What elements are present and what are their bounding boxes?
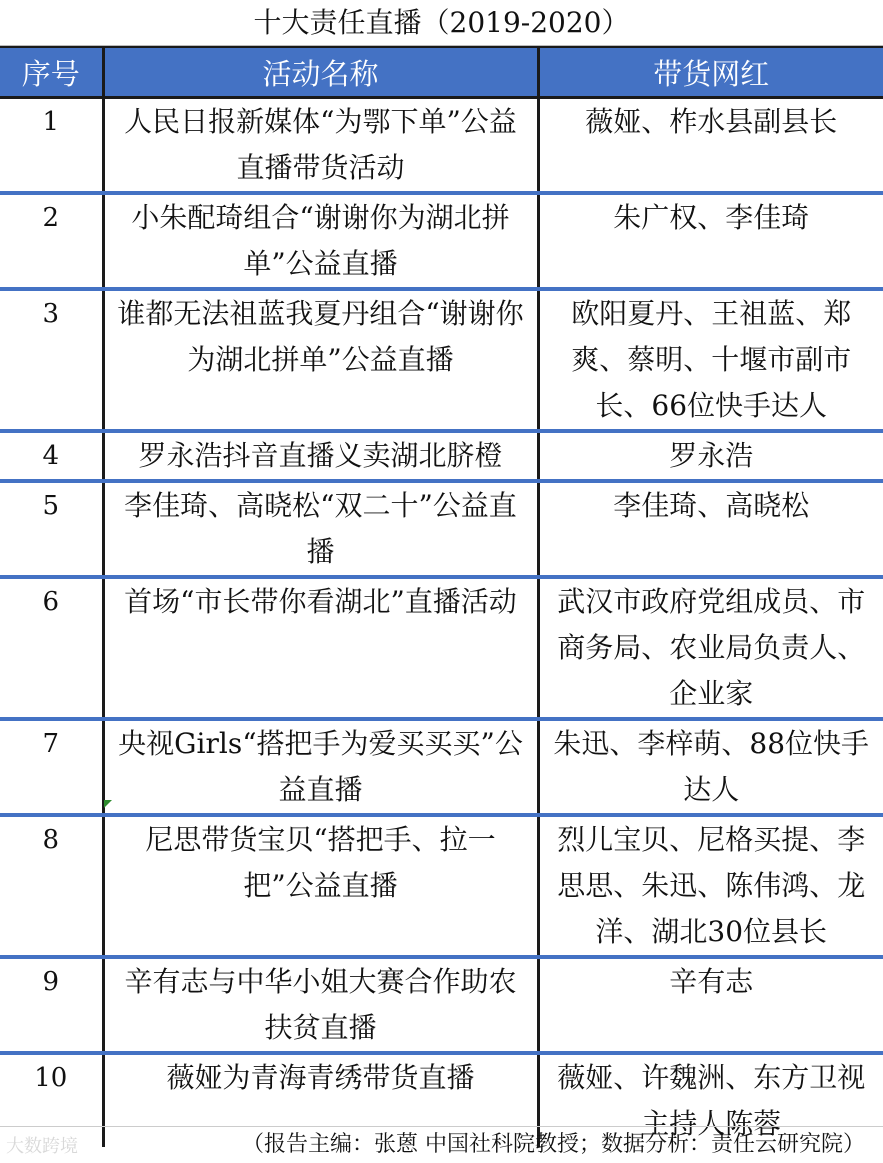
table-row: [0, 957, 883, 1053]
row-hosts: 朱广权、李佳琦: [538, 193, 883, 289]
table-row: [0, 193, 883, 289]
row-hosts: 朱迅、李梓萌、88位快手达人: [538, 719, 883, 815]
header-index: 序号: [0, 47, 103, 98]
row-index: 4: [0, 431, 103, 481]
row-hosts: 欧阳夏丹、王祖蓝、郑爽、蔡明、十堰市副市长、66位快手达人: [538, 289, 883, 431]
row-activity: 首场“市长带你看湖北”直播活动: [103, 577, 538, 719]
row-hosts: 烈儿宝贝、尼格买提、李思思、朱迅、陈伟鸿、龙洋、湖北30位县长: [538, 815, 883, 957]
row-index: 1: [0, 98, 103, 194]
row-hosts: 罗永浩: [538, 431, 883, 481]
row-activity: 李佳琦、高晓松“双二十”公益直播: [103, 481, 538, 577]
row-activity: 谁都无法祖蓝我夏丹组合“谢谢你为湖北拼单”公益直播: [103, 289, 538, 431]
row-index: 6: [0, 577, 103, 719]
header-hosts: 带货网红: [538, 47, 883, 98]
header-row: [0, 47, 883, 98]
cell-comment-marker: [104, 800, 112, 808]
row-hosts: 辛有志: [538, 957, 883, 1053]
table-row: [0, 481, 883, 577]
row-hosts: 薇娅、许魏洲、东方卫视主持人陈蓉: [538, 1053, 883, 1147]
row-index: 8: [0, 815, 103, 957]
table-row: [0, 98, 883, 194]
row-index: 10: [0, 1053, 103, 1147]
table-title: 十大责任直播（2019-2020）: [0, 0, 883, 46]
table-row: [0, 289, 883, 431]
watermark-logo: 大数跨境: [6, 1136, 78, 1157]
row-activity: 小朱配琦组合“谢谢你为湖北拼单”公益直播: [103, 193, 538, 289]
row-hosts: 李佳琦、高晓松: [538, 481, 883, 577]
table-row: [0, 815, 883, 957]
row-index: 7: [0, 719, 103, 815]
table-row: [0, 577, 883, 719]
row-activity: 尼思带货宝贝“搭把手、拉一把”公益直播: [103, 815, 538, 957]
row-activity: 辛有志与中华小姐大赛合作助农扶贫直播: [103, 957, 538, 1053]
row-index: 9: [0, 957, 103, 1053]
table-row: [0, 431, 883, 481]
row-index: 5: [0, 481, 103, 577]
row-activity: 薇娅为青海青绣带货直播: [103, 1053, 538, 1147]
source-footnote: （报告主编：张蒽 中国社科院教授；数据分析：责任云研究院）: [0, 1126, 883, 1162]
row-index: 3: [0, 289, 103, 431]
header-activity: 活动名称: [103, 47, 538, 98]
row-index: 2: [0, 193, 103, 289]
row-hosts: 武汉市政府党组成员、市商务局、农业局负责人、企业家: [538, 577, 883, 719]
row-activity: 人民日报新媒体“为鄂下单”公益直播带货活动: [103, 98, 538, 194]
row-activity: 央视Girls“搭把手为爱买买买”公益直播: [103, 719, 538, 815]
row-activity: 罗永浩抖音直播义卖湖北脐橙: [103, 431, 538, 481]
table-row: [0, 719, 883, 815]
row-hosts: 薇娅、柞水县副县长: [538, 98, 883, 194]
responsibility-live-table: [0, 46, 883, 1147]
